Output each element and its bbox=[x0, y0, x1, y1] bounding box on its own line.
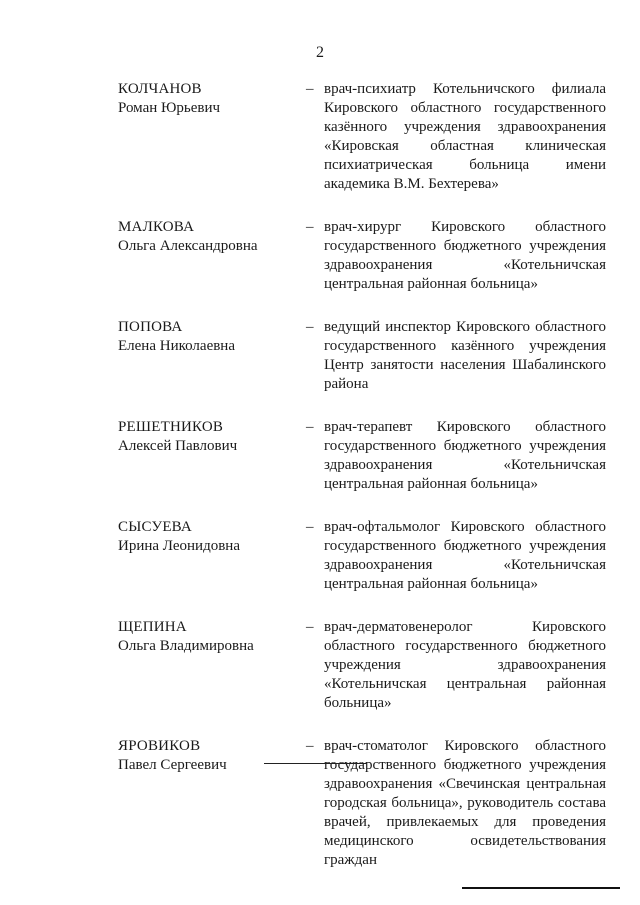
member-surname: МАЛКОВА bbox=[118, 219, 195, 235]
member-surname: ЯРОВИКОВ bbox=[118, 738, 201, 754]
dash-separator: – bbox=[306, 519, 314, 535]
member-name bbox=[118, 418, 306, 494]
member-entry bbox=[118, 318, 608, 394]
member-surname: РЕШЕТНИКОВ bbox=[118, 419, 224, 435]
member-position: врач-дерматовенеролог Кировского областного государственного бюджетного учреждения здравоохранения «Котельничская центральная районная больница» bbox=[324, 619, 606, 711]
member-entry bbox=[118, 518, 608, 594]
closing-divider bbox=[264, 763, 367, 764]
page-number: 2 bbox=[316, 44, 324, 61]
dash-separator: – bbox=[306, 319, 314, 335]
member-entry bbox=[118, 418, 608, 494]
member-position: ведущий инспектор Кировского областного государственного казённого учреждения Центр занятости населения Шабалинского района bbox=[324, 319, 606, 392]
dash-separator: – bbox=[306, 419, 314, 435]
member-surname: ЩЕПИНА bbox=[118, 619, 187, 635]
dash-separator: – bbox=[306, 619, 314, 635]
member-surname: СЫСУЕВА bbox=[118, 519, 192, 535]
scan-edge-mark bbox=[462, 887, 620, 889]
member-entry bbox=[118, 737, 608, 870]
member-name bbox=[118, 318, 306, 394]
commission-member-list bbox=[118, 80, 608, 894]
dash-separator: – bbox=[306, 219, 314, 235]
member-given-names: Ольга Владимировна bbox=[118, 638, 254, 654]
member-position: врач-стоматолог Кировского областного государственного бюджетного учреждения здравоохранения «Свечинская центральная городская больница», руководитель состава врачей, привлекаемых для проведения медицинского освидетельствования граждан bbox=[324, 738, 606, 868]
member-name bbox=[118, 80, 306, 194]
member-position: врач-офтальмолог Кировского областного государственного бюджетного учреждения здравоохранения «Котельничская центральная районная больница» bbox=[324, 519, 606, 592]
dash-separator: – bbox=[306, 738, 314, 754]
dash-separator: – bbox=[306, 81, 314, 97]
member-entry bbox=[118, 618, 608, 713]
member-surname: КОЛЧАНОВ bbox=[118, 81, 202, 97]
member-given-names: Алексей Павлович bbox=[118, 438, 238, 454]
member-entry bbox=[118, 80, 608, 194]
member-given-names: Ирина Леонидовна bbox=[118, 538, 240, 554]
member-position: врач-психиатр Котельничского филиала Кировского областного государственного казённого учреждения здравоохранения «Кировская областная клиническая психиатрическая больница имени академика В.М. Бехтерева» bbox=[324, 81, 606, 192]
member-name bbox=[118, 737, 306, 870]
member-name bbox=[118, 218, 306, 294]
member-surname: ПОПОВА bbox=[118, 319, 183, 335]
member-given-names: Елена Николаевна bbox=[118, 338, 235, 354]
member-name bbox=[118, 518, 306, 594]
member-entry bbox=[118, 218, 608, 294]
member-position: врач-терапевт Кировского областного государственного бюджетного учреждения здравоохранения «Котельничская центральная районная больница» bbox=[324, 419, 606, 492]
member-given-names: Роман Юрьевич bbox=[118, 100, 221, 116]
member-name bbox=[118, 618, 306, 713]
member-given-names: Павел Сергеевич bbox=[118, 757, 227, 773]
member-given-names: Ольга Александровна bbox=[118, 238, 258, 254]
member-position: врач-хирург Кировского областного государственного бюджетного учреждения здравоохранения «Котельничская центральная районная больница» bbox=[324, 219, 606, 292]
